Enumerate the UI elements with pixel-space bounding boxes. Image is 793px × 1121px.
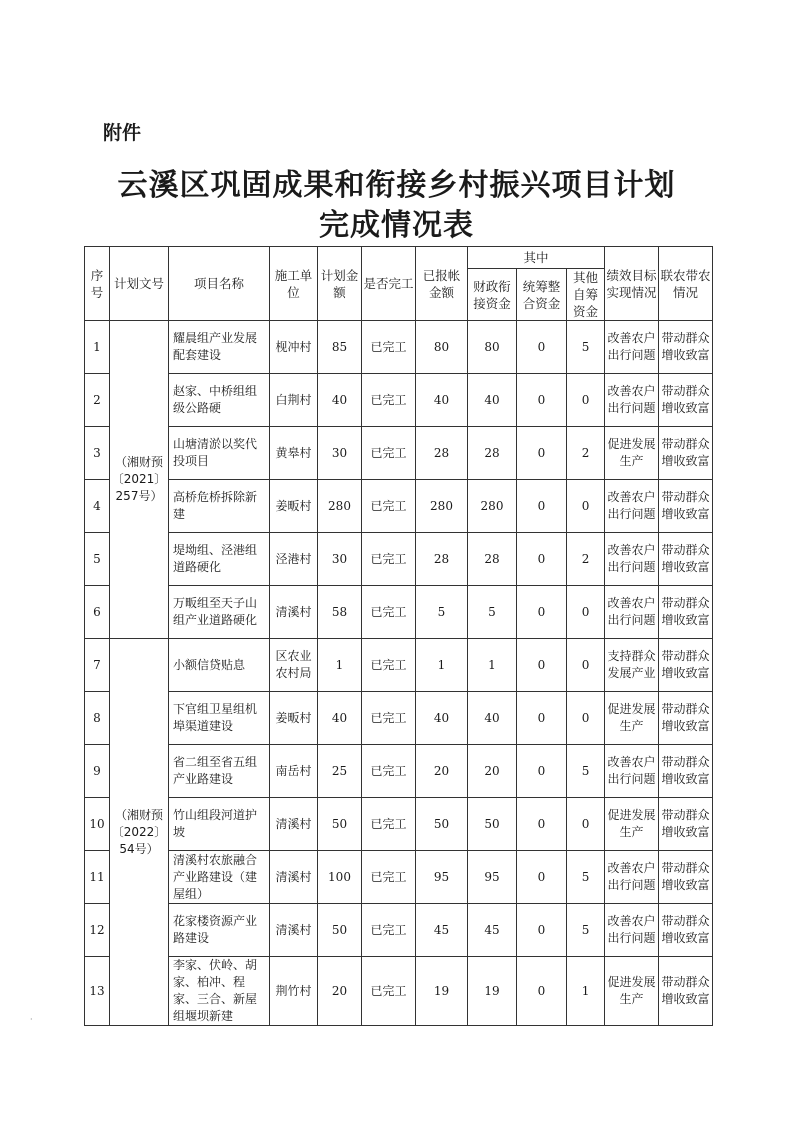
cell-other: 2 xyxy=(567,427,605,480)
cell-fiscal: 28 xyxy=(468,427,517,480)
cell-integrated: 0 xyxy=(517,480,567,533)
project-table xyxy=(84,246,713,1026)
cell-seq: 12 xyxy=(85,904,110,957)
cell-reported-amount: 280 xyxy=(416,480,468,533)
cell-completed: 已完工 xyxy=(362,692,416,745)
header-integrated: 统筹整合资金 xyxy=(517,269,567,321)
cell-reported-amount: 28 xyxy=(416,427,468,480)
cell-goal: 改善农户出行问题 xyxy=(605,321,659,374)
cell-project-name: 堤坳组、泾港组道路硬化 xyxy=(169,533,270,586)
cell-plan-amount: 280 xyxy=(318,480,362,533)
cell-other: 5 xyxy=(567,904,605,957)
cell-project-name: 小额信贷贴息 xyxy=(169,639,270,692)
cell-integrated: 0 xyxy=(517,957,567,1026)
cell-other: 0 xyxy=(567,374,605,427)
cell-seq: 1 xyxy=(85,321,110,374)
cell-other: 5 xyxy=(567,321,605,374)
cell-fiscal: 50 xyxy=(468,798,517,851)
cell-reported-amount: 20 xyxy=(416,745,468,798)
cell-other: 0 xyxy=(567,586,605,639)
cell-goal: 改善农户出行问题 xyxy=(605,480,659,533)
cell-farmer: 带动群众增收致富 xyxy=(659,639,713,692)
cell-farmer: 带动群众增收致富 xyxy=(659,321,713,374)
cell-completed: 已完工 xyxy=(362,480,416,533)
cell-project-name: 山塘清淤以奖代投项目 xyxy=(169,427,270,480)
cell-unit: 清溪村 xyxy=(270,798,318,851)
header-seq: 序号 xyxy=(85,247,110,321)
cell-goal: 改善农户出行问题 xyxy=(605,904,659,957)
cell-seq: 3 xyxy=(85,427,110,480)
cell-seq: 8 xyxy=(85,692,110,745)
cell-seq: 11 xyxy=(85,851,110,904)
cell-reported-amount: 28 xyxy=(416,533,468,586)
header-completed: 是否完工 xyxy=(362,247,416,321)
cell-plan-amount: 50 xyxy=(318,904,362,957)
cell-reported-amount: 19 xyxy=(416,957,468,1026)
cell-unit: 泾港村 xyxy=(270,533,318,586)
cell-goal: 促进发展生产 xyxy=(605,692,659,745)
header-reported-amount: 已报帐金额 xyxy=(416,247,468,321)
page-title: 云溪区巩固成果和衔接乡村振兴项目计划 xyxy=(117,168,676,203)
cell-reported-amount: 40 xyxy=(416,374,468,427)
table-row xyxy=(85,639,713,692)
cell-integrated: 0 xyxy=(517,904,567,957)
cell-project-name: 清溪村农旅融合产业路建设（建屋组） xyxy=(169,851,270,904)
cell-other: 0 xyxy=(567,480,605,533)
cell-project-name: 耀晨组产业发展配套建设 xyxy=(169,321,270,374)
cell-seq: 13 xyxy=(85,957,110,1026)
cell-project-name: 竹山组段河道护坡 xyxy=(169,798,270,851)
cell-unit: 黄皋村 xyxy=(270,427,318,480)
cell-completed: 已完工 xyxy=(362,427,416,480)
attachment-label: 附件 xyxy=(103,122,142,144)
cell-reported-amount: 5 xyxy=(416,586,468,639)
cell-fiscal: 19 xyxy=(468,957,517,1026)
cell-integrated: 0 xyxy=(517,533,567,586)
cell-integrated: 0 xyxy=(517,321,567,374)
cell-goal: 促进发展生产 xyxy=(605,798,659,851)
header-unit: 施工单位 xyxy=(270,247,318,321)
cell-unit: 清溪村 xyxy=(270,851,318,904)
table-row xyxy=(85,427,713,480)
cell-integrated: 0 xyxy=(517,374,567,427)
cell-fiscal: 80 xyxy=(468,321,517,374)
header-other: 其他自筹资金 xyxy=(567,269,605,321)
cell-integrated: 0 xyxy=(517,639,567,692)
cell-doc-number: （湘财预〔2021〕257号） xyxy=(110,321,169,639)
cell-farmer: 带动群众增收致富 xyxy=(659,374,713,427)
cell-other: 1 xyxy=(567,957,605,1026)
cell-farmer: 带动群众增收致富 xyxy=(659,427,713,480)
cell-integrated: 0 xyxy=(517,745,567,798)
cell-goal: 促进发展生产 xyxy=(605,957,659,1026)
cell-seq: 4 xyxy=(85,480,110,533)
cell-fiscal: 28 xyxy=(468,533,517,586)
cell-fiscal: 1 xyxy=(468,639,517,692)
cell-goal: 改善农户出行问题 xyxy=(605,745,659,798)
cell-doc-number: （湘财预〔2022〕54号） xyxy=(110,639,169,1026)
cell-fiscal: 280 xyxy=(468,480,517,533)
cell-other: 5 xyxy=(567,745,605,798)
cell-other: 0 xyxy=(567,798,605,851)
cell-plan-amount: 30 xyxy=(318,427,362,480)
cell-unit: 姜畈村 xyxy=(270,480,318,533)
header-farmer: 联农带农情况 xyxy=(659,247,713,321)
cell-unit: 姜畈村 xyxy=(270,692,318,745)
cell-goal: 改善农户出行问题 xyxy=(605,586,659,639)
header-plan-amount: 计划金额 xyxy=(318,247,362,321)
cell-plan-amount: 25 xyxy=(318,745,362,798)
cell-goal: 支持群众发展产业 xyxy=(605,639,659,692)
cell-completed: 已完工 xyxy=(362,745,416,798)
cell-unit: 区农业农村局 xyxy=(270,639,318,692)
table-row xyxy=(85,745,713,798)
cell-completed: 已完工 xyxy=(362,533,416,586)
cell-plan-amount: 40 xyxy=(318,692,362,745)
cell-integrated: 0 xyxy=(517,427,567,480)
cell-seq: 2 xyxy=(85,374,110,427)
cell-project-name: 高桥危桥拆除新建 xyxy=(169,480,270,533)
table-row xyxy=(85,851,713,904)
cell-goal: 改善农户出行问题 xyxy=(605,374,659,427)
table-row xyxy=(85,798,713,851)
cell-seq: 9 xyxy=(85,745,110,798)
header-of-which: 其中 xyxy=(468,247,605,269)
cell-fiscal: 40 xyxy=(468,692,517,745)
cell-plan-amount: 1 xyxy=(318,639,362,692)
cell-farmer: 带动群众增收致富 xyxy=(659,745,713,798)
cell-completed: 已完工 xyxy=(362,321,416,374)
cell-completed: 已完工 xyxy=(362,957,416,1026)
cell-project-name: 省二组至省五组产业路建设 xyxy=(169,745,270,798)
cell-plan-amount: 40 xyxy=(318,374,362,427)
cell-farmer: 带动群众增收致富 xyxy=(659,798,713,851)
cell-other: 0 xyxy=(567,692,605,745)
cell-plan-amount: 50 xyxy=(318,798,362,851)
cell-completed: 已完工 xyxy=(362,586,416,639)
cell-completed: 已完工 xyxy=(362,374,416,427)
cell-farmer: 带动群众增收致富 xyxy=(659,533,713,586)
table-row xyxy=(85,321,713,374)
cell-farmer: 带动群众增收致富 xyxy=(659,904,713,957)
table-row xyxy=(85,374,713,427)
header-goal: 绩效目标实现情况 xyxy=(605,247,659,321)
cell-other: 2 xyxy=(567,533,605,586)
cell-unit: 荆竹村 xyxy=(270,957,318,1026)
cell-farmer: 带动群众增收致富 xyxy=(659,480,713,533)
cell-unit: 清溪村 xyxy=(270,586,318,639)
cell-reported-amount: 1 xyxy=(416,639,468,692)
cell-goal: 改善农户出行问题 xyxy=(605,533,659,586)
cell-integrated: 0 xyxy=(517,798,567,851)
cell-seq: 10 xyxy=(85,798,110,851)
header-fiscal: 财政衔接资金 xyxy=(468,269,517,321)
cell-unit: 枧冲村 xyxy=(270,321,318,374)
cell-unit: 清溪村 xyxy=(270,904,318,957)
table-row xyxy=(85,904,713,957)
cell-plan-amount: 85 xyxy=(318,321,362,374)
cell-fiscal: 95 xyxy=(468,851,517,904)
cell-farmer: 带动群众增收致富 xyxy=(659,586,713,639)
cell-plan-amount: 30 xyxy=(318,533,362,586)
cell-project-name: 万畈组至天子山组产业道路硬化 xyxy=(169,586,270,639)
table-row xyxy=(85,692,713,745)
table-row xyxy=(85,586,713,639)
table-row xyxy=(85,533,713,586)
cell-reported-amount: 50 xyxy=(416,798,468,851)
cell-fiscal: 20 xyxy=(468,745,517,798)
header-name: 项目名称 xyxy=(169,247,270,321)
cell-completed: 已完工 xyxy=(362,639,416,692)
cell-unit: 白荆村 xyxy=(270,374,318,427)
page-subtitle: 完成情况表 xyxy=(319,208,474,243)
cell-goal: 促进发展生产 xyxy=(605,427,659,480)
cell-reported-amount: 40 xyxy=(416,692,468,745)
cell-reported-amount: 80 xyxy=(416,321,468,374)
cell-plan-amount: 58 xyxy=(318,586,362,639)
cell-plan-amount: 20 xyxy=(318,957,362,1026)
table-row xyxy=(85,957,713,1026)
cell-reported-amount: 95 xyxy=(416,851,468,904)
header-doc: 计划文号 xyxy=(110,247,169,321)
cell-farmer: 带动群众增收致富 xyxy=(659,851,713,904)
cell-completed: 已完工 xyxy=(362,904,416,957)
cell-other: 5 xyxy=(567,851,605,904)
cell-integrated: 0 xyxy=(517,586,567,639)
cell-integrated: 0 xyxy=(517,692,567,745)
cell-seq: 7 xyxy=(85,639,110,692)
cell-goal: 改善农户出行问题 xyxy=(605,851,659,904)
cell-fiscal: 45 xyxy=(468,904,517,957)
cell-plan-amount: 100 xyxy=(318,851,362,904)
cell-project-name: 花家楼资源产业路建设 xyxy=(169,904,270,957)
cell-seq: 5 xyxy=(85,533,110,586)
cell-reported-amount: 45 xyxy=(416,904,468,957)
cell-farmer: 带动群众增收致富 xyxy=(659,957,713,1026)
cell-unit: 南岳村 xyxy=(270,745,318,798)
cell-seq: 6 xyxy=(85,586,110,639)
cell-integrated: 0 xyxy=(517,851,567,904)
table-row xyxy=(85,480,713,533)
cell-project-name: 赵家、中桥组组级公路硬 xyxy=(169,374,270,427)
cell-other: 0 xyxy=(567,639,605,692)
cell-fiscal: 5 xyxy=(468,586,517,639)
cell-completed: 已完工 xyxy=(362,798,416,851)
cell-farmer: 带动群众增收致富 xyxy=(659,692,713,745)
scan-mark: · xyxy=(30,1015,33,1024)
cell-project-name: 李家、伏岭、胡家、柏冲、程家、三合、新屋组堰坝新建 xyxy=(169,957,270,1026)
cell-completed: 已完工 xyxy=(362,851,416,904)
cell-fiscal: 40 xyxy=(468,374,517,427)
cell-project-name: 下官组卫星组机埠渠道建设 xyxy=(169,692,270,745)
